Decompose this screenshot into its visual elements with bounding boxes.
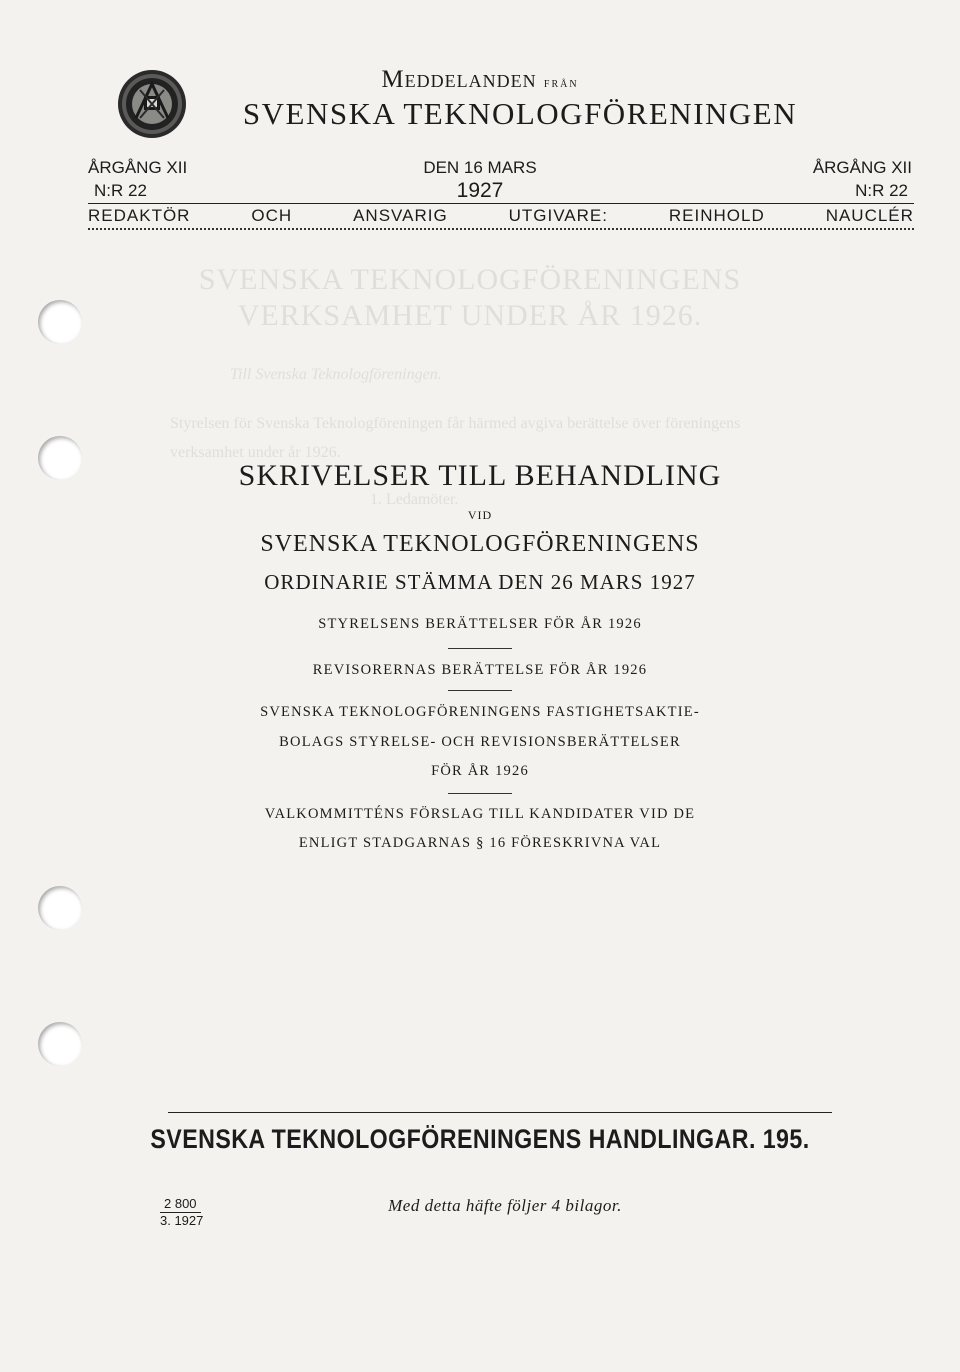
agenda-item-3-line2: BOLAGS STYRELSE- OCH REVISIONSBERÄTTELSER	[279, 734, 681, 750]
header-rule	[88, 203, 914, 204]
editor-word: ANSVARIG	[353, 206, 448, 225]
divider	[448, 690, 512, 691]
issue-number-right: N:R 22	[855, 181, 908, 200]
volume-left: ÅRGÅNG XII	[88, 158, 188, 177]
editor-word: UTGIVARE:	[508, 206, 608, 225]
issue-date: DEN 16 MARS	[423, 158, 537, 177]
bleed-section: 1. Ledamöter.	[370, 491, 459, 508]
print-run: 2 800	[160, 1196, 201, 1213]
agenda-item-4-line1: VALKOMMITTÉNS FÖRSLAG TILL KANDIDATER VID DE	[264, 806, 696, 822]
punch-hole	[38, 1022, 82, 1066]
agenda-item-1: STYRELSENS BERÄTTELSER FÖR ÅR 1926	[318, 616, 642, 632]
series-title: SVENSKA TEKNOLOGFÖRENINGENS HANDLINGAR. 195.	[150, 1124, 810, 1154]
editor-word: REDAKTÖR	[88, 206, 191, 225]
masthead-title-line2: SVENSKA TEKNOLOGFÖRENINGEN	[242, 96, 798, 131]
bleed-salutation: Till Svenska Teknologföreningen.	[230, 366, 442, 383]
divider	[448, 648, 512, 649]
editor-line	[88, 206, 914, 226]
punch-hole	[38, 300, 82, 344]
bleed-heading-1: SVENSKA TEKNOLOGFÖRENINGENS	[198, 263, 742, 296]
issue-year: 1927	[456, 179, 504, 202]
editor-word: REINHOLD	[668, 206, 765, 225]
divider	[448, 793, 512, 794]
agenda-item-4-line2: ENLIGT STADGARNAS § 16 FÖRESKRIVNA VAL	[298, 835, 662, 851]
vid-label: VID	[467, 508, 493, 522]
agenda-item-3-line3: FÖR ÅR 1926	[431, 763, 529, 779]
agenda-item-3-line1: SVENSKA TEKNOLOGFÖRENINGENS FASTIGHETSAKTIE-	[260, 704, 700, 720]
bleed-paragraph: Styrelsen för Svenska Teknologföreningen får härmed avgiva berättelse över föreningens verksamhet under år 1926.	[170, 415, 741, 461]
meeting-line: ORDINARIE STÄMMA DEN 26 MARS 1927	[264, 570, 696, 594]
masthead-title-line1: Meddelanden från	[381, 66, 579, 93]
editor-word: NAUCLÉR	[825, 206, 914, 225]
print-date: 3. 1927	[160, 1213, 204, 1228]
volume-right: ÅRGÅNG XII	[812, 158, 912, 177]
footer-rule	[168, 1112, 832, 1113]
header-rule-dotted	[88, 228, 914, 230]
bleed-heading-2: VERKSAMHET UNDER ÅR 1926.	[237, 299, 703, 332]
editor-word: OCH	[251, 206, 293, 225]
society-name: SVENSKA TEKNOLOGFÖRENINGENS	[260, 531, 700, 557]
issue-number-left: N:R 22	[94, 181, 147, 200]
enclosure-note: Med detta häfte följer 4 bilagor.	[388, 1196, 622, 1215]
main-heading: SKRIVELSER TILL BEHANDLING	[238, 459, 722, 492]
agenda-item-2: REVISORERNAS BERÄTTELSE FÖR ÅR 1926	[312, 662, 648, 678]
punch-hole	[38, 886, 82, 930]
